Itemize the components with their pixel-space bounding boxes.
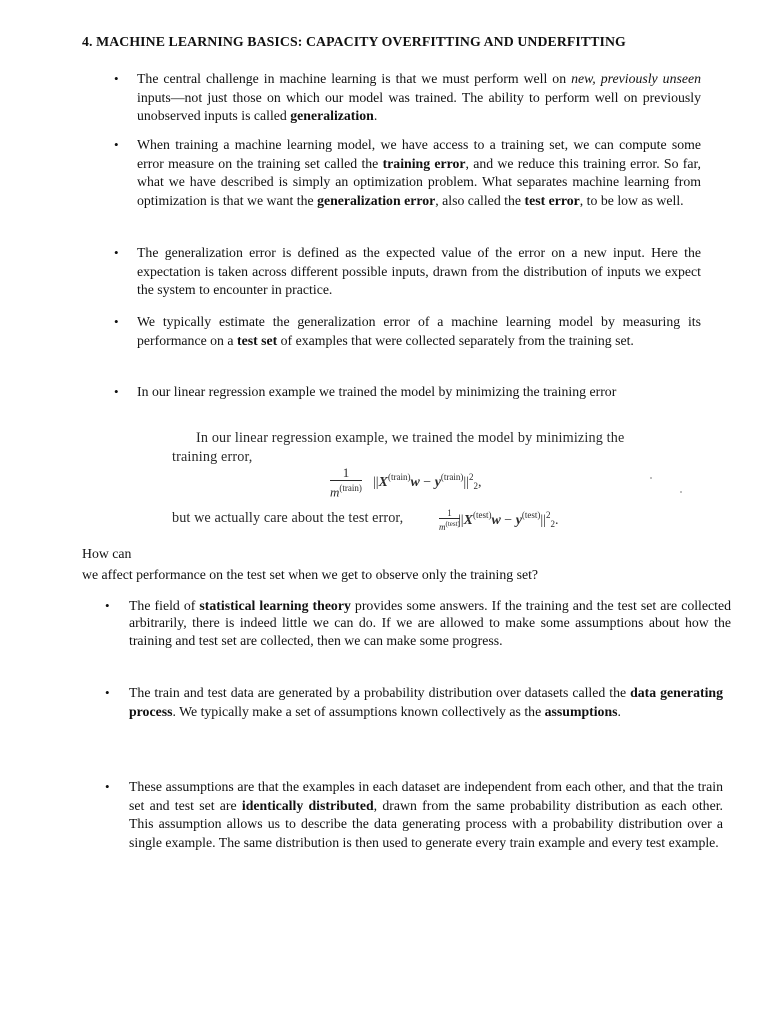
text-run: The central challenge in machine learning is that we must perform well on: [137, 71, 572, 86]
fraction-denominator: $m^{(train)}$: [330, 483, 362, 500]
text-run: .: [617, 703, 621, 719]
bold-term: training error: [382, 155, 466, 171]
text-run: We typically estimate the generalization error of a machine learning model by measuring its performance on a: [137, 314, 701, 348]
list-item: [114, 383, 701, 402]
text-run: .: [373, 108, 378, 124]
bullet-dot: •: [114, 137, 119, 152]
bullet-dot: •: [114, 245, 119, 260]
bold-term: assumptions: [544, 703, 618, 719]
text-run: The generalization error is defined as the expected value of the error on a new input. Here the expectation is taken across different possible inputs, drawn from the distribution of inputs we expect the system to encounter in practice.: [137, 245, 701, 298]
text-run: , drawn from the same probability distribution as each other. This assumption allows us to describe the data generating process with a probability distribution over a single example. The same distribution is then used to generate every train example and every test example.: [129, 797, 723, 850]
text-run: In our linear regression example we trained the model by minimizing the training error: [137, 384, 617, 399]
emphasis-text: new, previously unseen: [571, 71, 701, 86]
text-run: of examples that were collected separately from the training set.: [277, 332, 634, 348]
bullet-dot: •: [114, 384, 119, 399]
equation-figure: [170, 428, 700, 532]
fraction-numerator: 1: [439, 508, 460, 519]
text-run: , and we reduce this training error. So far, what we have described is simply an optimization problem. What separates machine learning from optimization is that we want the: [137, 155, 701, 208]
text-run: These assumptions are that the examples in each dataset are independent from each other, and that the train set and test set are: [129, 779, 723, 813]
figure-text-line: training error,: [172, 449, 253, 465]
bold-term: data generating process: [129, 685, 723, 719]
text-run: When training a machine learning model, we have access to a training set, we can compute some error measure on the training set called the: [137, 137, 701, 171]
fraction-train: [330, 466, 362, 499]
test-error-formula: $||X^{(test)}w - y^{(test)}||^2_2$.: [458, 510, 559, 529]
list-item: [114, 136, 701, 210]
bullet-dot: •: [114, 314, 119, 329]
figure-text-line: but we actually care about the test error,: [172, 510, 404, 526]
list-item: [105, 684, 723, 721]
scan-speck: [680, 491, 682, 493]
bold-term: test error: [524, 192, 580, 208]
fraction-test: [439, 508, 460, 533]
bold-term: statistical learning theory: [199, 598, 351, 613]
bullet-dot: •: [105, 779, 110, 794]
bullet-dot: •: [114, 71, 119, 86]
section-heading: 4. MACHINE LEARNING BASICS: CAPACITY OVERFITTING AND UNDERFITTING: [82, 34, 626, 49]
figure-text-line: In our linear regression example, we trained the model by minimizing the: [196, 430, 625, 446]
bold-term: generalization error: [317, 192, 436, 208]
list-item: [105, 778, 723, 852]
text-run: , also called the: [435, 192, 525, 208]
list-item: [114, 244, 701, 300]
bold-term: test set: [236, 332, 278, 348]
text-run: , to be low as well.: [579, 192, 684, 208]
fraction-denominator: $m^{(test)}$: [439, 520, 460, 532]
text-run: provides some answers. If the training and the test set are collected arbitrarily, there is indeed little we can do. If we are allowed to make some assumptions about how the training and test set are collected, then we can make some progress.: [129, 598, 731, 648]
text-run: inputs—not just those on which our model was trained. The ability to perform well on previously unobserved inputs is called: [137, 89, 701, 124]
list-item: [105, 597, 731, 649]
question-line: How can: [82, 546, 132, 561]
text-run: The field of: [129, 598, 200, 613]
fraction-numerator: 1: [330, 466, 362, 481]
bullet-dot: •: [105, 685, 110, 700]
scan-speck: [650, 477, 652, 479]
bold-term: identically distributed: [241, 797, 374, 813]
list-item: [114, 70, 701, 126]
list-item: [114, 313, 701, 350]
text-run: The train and test data are generated by a probability distribution over datasets called the: [129, 685, 631, 700]
question-line: we affect performance on the test set when we get to observe only the training set?: [82, 567, 539, 582]
text-run: . We typically make a set of assumptions known collectively as the: [172, 703, 545, 719]
training-error-formula: $||X^{(train)}w - y^{(train)}||^2_2$,: [373, 472, 482, 491]
bullet-dot: •: [105, 598, 110, 613]
bold-term: generalization: [290, 108, 374, 124]
